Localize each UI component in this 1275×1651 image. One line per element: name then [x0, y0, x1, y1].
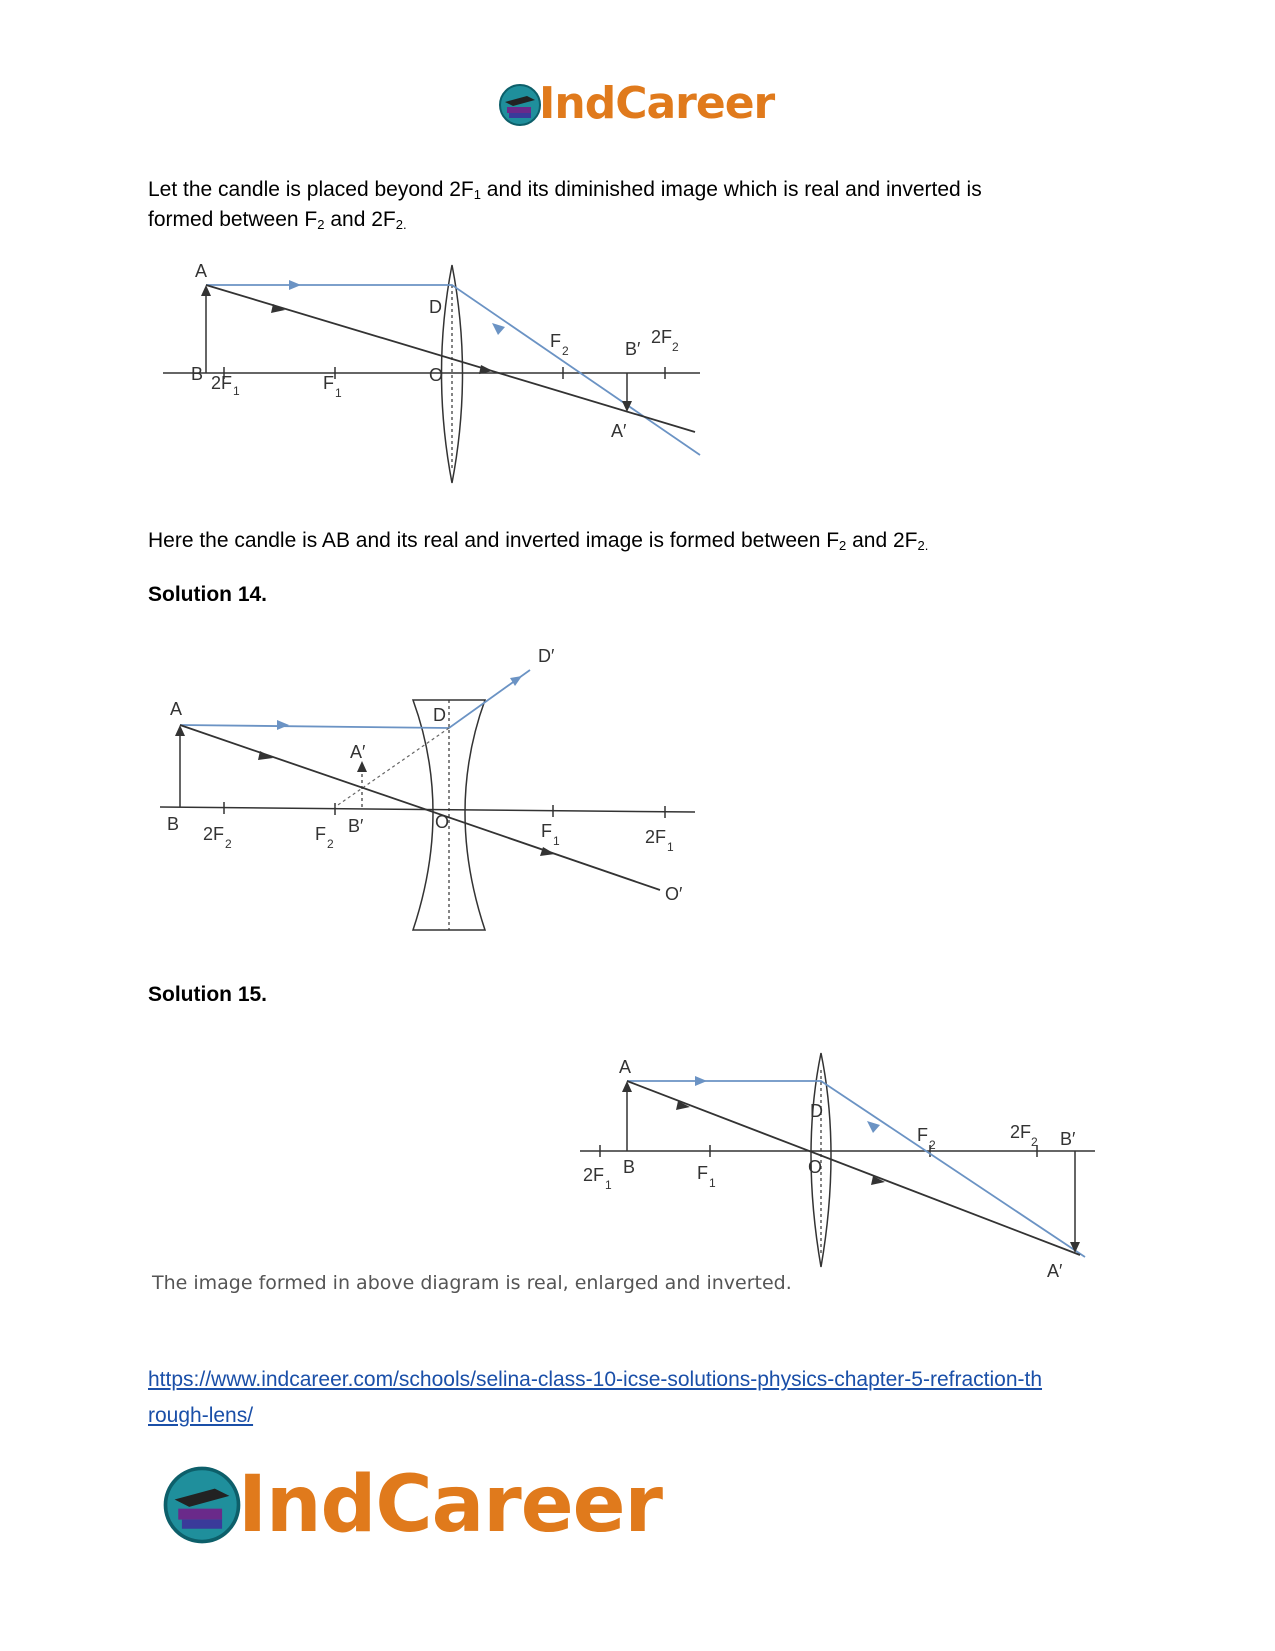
- label-2f1: 2F: [211, 373, 233, 393]
- label-d: D: [433, 705, 446, 725]
- label-d: D: [429, 297, 442, 317]
- label-o-prime: O′: [665, 884, 683, 904]
- logo-globe-icon: [497, 82, 543, 128]
- label-f2-sub: 2: [929, 1138, 936, 1152]
- label-f1: F: [323, 373, 334, 393]
- logo-globe-icon: [160, 1463, 244, 1547]
- solution-15-heading: Solution 15.: [148, 983, 268, 1006]
- intro-paragraph: [148, 175, 1148, 235]
- label-a-prime: A′: [350, 742, 366, 762]
- label-b-prime: B′: [348, 816, 364, 836]
- note-text: and 2F: [846, 529, 918, 552]
- diagram3-caption: The image formed in above diagram is real, enlarged and inverted.: [152, 1272, 792, 1294]
- label-b-prime: B′: [1060, 1129, 1076, 1149]
- label-a-prime: A′: [1047, 1261, 1063, 1281]
- label-b-prime: B′: [625, 339, 641, 359]
- solution-14-heading: Solution 14.: [148, 583, 268, 606]
- intro-line-1: [148, 175, 1148, 205]
- footer-logo-text: IndCareer: [238, 1460, 662, 1550]
- note-text: Here the candle is AB and its real and inverted image is formed between F: [148, 529, 840, 552]
- label-2f1-sub: 1: [667, 840, 674, 854]
- label-b: B: [191, 364, 204, 384]
- subscript: 2: [839, 538, 847, 553]
- label-b: B: [167, 814, 180, 834]
- label-a: A: [619, 1057, 632, 1077]
- central-ray: [627, 1081, 1080, 1255]
- intro-text: and its diminished image which is real and inverted is: [480, 178, 982, 201]
- label-a: A: [170, 699, 183, 719]
- label-f2: F: [917, 1125, 928, 1145]
- label-b: B: [623, 1157, 636, 1177]
- intro-text: formed between F: [148, 208, 318, 231]
- label-f2: F: [315, 824, 326, 844]
- label-2f2-sub: 2: [1031, 1135, 1038, 1149]
- label-o: O: [808, 1157, 823, 1177]
- label-2f1-sub: 1: [605, 1178, 612, 1192]
- label-a: A: [195, 261, 208, 281]
- ray-diagram-convex-between-f-2f: [575, 1045, 1105, 1285]
- intro-text: Let the candle is placed beyond 2F: [148, 178, 474, 201]
- subscript: 2.: [917, 538, 929, 553]
- ray-diagram-convex-beyond-2f: [155, 255, 725, 490]
- label-f2-sub: 2: [562, 344, 569, 358]
- label-f2: F: [550, 331, 561, 351]
- label-a-prime: A′: [611, 421, 627, 441]
- label-f1: F: [697, 1163, 708, 1183]
- subscript: 2.: [395, 217, 407, 232]
- label-2f1: 2F: [583, 1165, 605, 1185]
- label-2f2-sub: 2: [672, 340, 679, 354]
- subscript: 2: [317, 217, 325, 232]
- label-2f2: 2F: [651, 327, 673, 347]
- diagram2-svg: [155, 640, 725, 940]
- label-f1-sub: 1: [709, 1176, 716, 1190]
- intro-line-2: [148, 205, 1148, 235]
- label-2f2: 2F: [1010, 1122, 1032, 1142]
- footer-logo: [160, 1455, 720, 1555]
- source-link-line-1[interactable]: https://www.indcareer.com/schools/selina-class-10-icse-solutions-physics-chapter-5-refraction-th: [148, 1368, 1043, 1391]
- label-d-prime: D′: [538, 646, 555, 666]
- note-paragraph: [148, 526, 1148, 556]
- label-2f2-sub: 2: [225, 837, 232, 851]
- ray-diagram-concave-lens: [155, 640, 725, 940]
- header-logo: [497, 76, 797, 136]
- label-d: D: [810, 1101, 823, 1121]
- source-link-line-2[interactable]: rough-lens/: [148, 1404, 254, 1427]
- label-o: O: [429, 365, 444, 385]
- diagram1-svg: [155, 255, 725, 490]
- label-o: O: [435, 812, 450, 832]
- intro-text: and 2F: [324, 208, 396, 231]
- label-f2-sub: 2: [327, 837, 334, 851]
- label-2f1-sub: 1: [233, 384, 240, 398]
- virtual-image-arrowhead: [357, 761, 367, 772]
- header-logo-text: IndCareer: [539, 78, 775, 129]
- diagram3-svg: [575, 1045, 1105, 1285]
- subscript: 1: [473, 187, 481, 202]
- label-f1-sub: 1: [553, 834, 560, 848]
- source-link[interactable]: [148, 1362, 1148, 1434]
- parallel-ray: [180, 670, 530, 728]
- label-2f1: 2F: [645, 827, 667, 847]
- label-2f2: 2F: [203, 824, 225, 844]
- label-f1-sub: 1: [335, 386, 342, 400]
- label-f1: F: [541, 821, 552, 841]
- central-ray: [206, 285, 695, 432]
